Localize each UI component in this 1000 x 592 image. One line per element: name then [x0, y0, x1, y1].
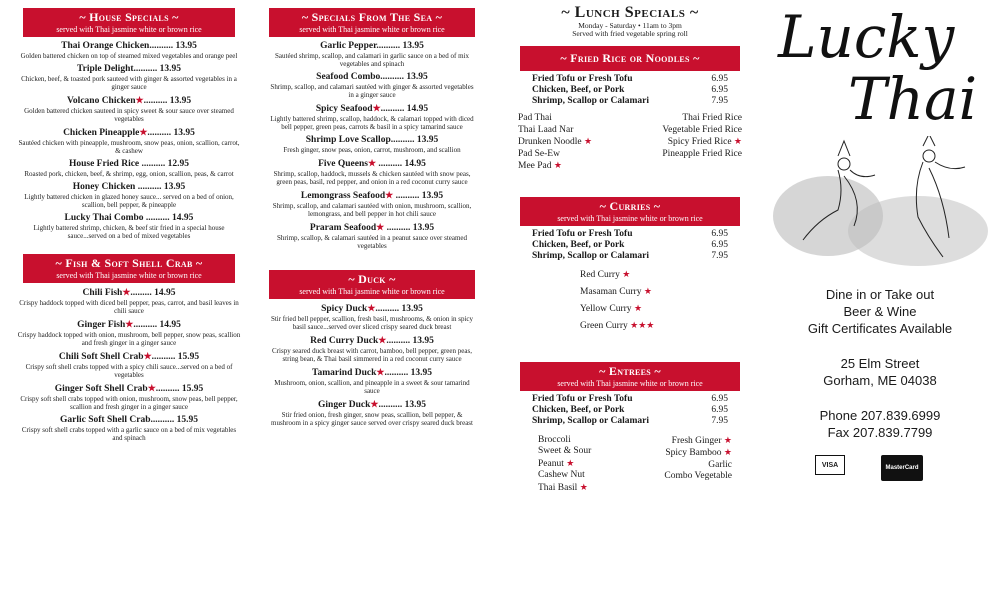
fried-dishes-left	[518, 113, 592, 173]
menu-item-title: Chili Soft Shell Crab	[58, 352, 144, 362]
menu-item-description: Crispy haddock topped with diced bell pepper, peas, carrot, and basil leaves in chili sauce	[19, 299, 239, 315]
menu-item	[262, 72, 482, 99]
entree-dishes-right	[664, 435, 732, 495]
menu-item-title: Lucky Thai Combo .......... 14.95	[64, 213, 194, 223]
curries-banner	[520, 197, 740, 226]
menu-item	[262, 41, 482, 68]
price-value: 6.95	[711, 404, 728, 415]
dish-option	[664, 447, 732, 460]
menu-item-title: Seafood Combo.......... 13.95	[316, 72, 428, 82]
dine-text: Dine in or Take out	[825, 287, 935, 302]
curry-name: Red Curry	[580, 269, 620, 280]
price-value: 6.95	[711, 74, 728, 84]
duck-list	[262, 303, 482, 427]
dish-option	[664, 471, 732, 483]
entrees-sub: served with Thai jasmine white or brown rice	[557, 378, 703, 388]
dish-option	[538, 470, 591, 482]
dish-option	[662, 125, 742, 137]
menu-item-title: Spicy Duck	[321, 304, 368, 314]
dish-name: Pad Thai	[518, 113, 552, 123]
menu-item-description: Lightly battered shrimp, chicken, & beef stir fried in a special house sauce...served on a bed of mixed vegetables	[33, 224, 225, 240]
logo-word-lucky: Lucky	[778, 3, 955, 71]
spicy-stars-icon: ★	[633, 302, 643, 313]
menu-item-title: Honey Chicken .......... 13.95	[72, 182, 186, 192]
menu-item-title: Red Curry Duck	[310, 336, 379, 346]
spicy-star-icon: ★	[125, 319, 134, 329]
price-row	[532, 85, 728, 96]
dish-name: Sweet & Sour	[538, 446, 592, 456]
dish-name: Thai Fried Rice	[682, 113, 742, 123]
menu-item-description: Shrimp, scallop, haddock, mussels & chicken sautéed with snow peas, green peas, basil, red pepper, and onion in a red coconut curry sauce	[273, 170, 471, 186]
price-row	[532, 405, 728, 416]
menu-item	[262, 367, 482, 395]
price-value: 7.95	[711, 415, 728, 426]
menu-item-name	[262, 335, 482, 347]
dish-option	[518, 136, 592, 149]
menu-item-price: ......... 14.95	[130, 288, 176, 298]
menu-item-title: Ginger Soft Shell Crab	[54, 384, 148, 394]
menu-item-name	[262, 41, 482, 52]
menu-item-name	[262, 158, 482, 170]
spicy-star-icon: ★	[553, 160, 562, 170]
price-value: 7.95	[711, 96, 728, 106]
menu-item-description: Crispy soft shell crabs topped with onion, mushroom, snow peas, bell pepper, scallion and fresh ginger in a ginger sauce	[20, 395, 238, 411]
menu-item-name	[10, 383, 248, 395]
menu-item-name	[262, 72, 482, 83]
dish-name: Peanut	[538, 458, 564, 469]
sea-sub: served with Thai jasmine white or brown rice	[299, 25, 445, 34]
menu-item-price: .......... 13.95	[147, 128, 195, 138]
menu-item-price: .......... 15.95	[155, 384, 204, 394]
sea-title: ~ Specials From The Sea ~	[301, 10, 443, 24]
menu-item-description: Crispy soft shell crabs topped with a garlic sauce on a bed of mix vegetables and spinach	[21, 426, 237, 442]
spicy-star-icon: ★	[733, 136, 742, 146]
dish-option	[664, 435, 732, 448]
menu-item-title: Garlic Soft Shell Crab.......... 15.95	[59, 415, 198, 425]
menu-item	[10, 127, 248, 155]
spicy-star-icon: ★	[372, 103, 381, 113]
dish-option	[518, 113, 592, 125]
menu-item-description: Shrimp, scallop, and calamari sautéed with ginger & assorted vegetables in a ginger sauce	[270, 83, 474, 99]
curry-list	[580, 266, 750, 334]
menu-item-price: .......... 14.95	[380, 104, 429, 114]
price-label: Fried Tofu or Fresh Tofu	[532, 74, 633, 84]
gift-text: Gift Certificates Available	[807, 321, 953, 336]
menu-item-price: .......... 13.95	[375, 304, 423, 314]
payment-cards	[815, 455, 1000, 481]
spicy-star-icon: ★	[367, 158, 377, 168]
spicy-star-icon: ★	[143, 351, 152, 361]
dish-name: Thai Laad Nar	[518, 124, 574, 135]
menu-item-description: Golden battered chicken sauteed in spicy sweet & sour sauce over steamed vegetables	[24, 107, 234, 123]
menu-item-name	[10, 127, 248, 139]
menu-item-name	[10, 351, 248, 363]
curry-name: Masaman Curry	[580, 286, 642, 297]
dish-name: Broccoli	[538, 434, 571, 445]
spicy-star-icon: ★	[385, 190, 394, 200]
dish-name: Thai Basil	[538, 482, 578, 493]
menu-item-title: Lemongrass Seafood	[300, 191, 386, 201]
sea-list	[262, 41, 482, 250]
dish-name: Pineapple Fried Rice	[662, 148, 742, 159]
beer-text: Beer & Wine	[843, 304, 917, 319]
price-row	[532, 251, 728, 262]
menu-item	[262, 103, 482, 131]
spicy-stars-icon: ★	[643, 285, 652, 296]
menu-item-description: Sautéed shrimp, scallop, and calamari in garlic sauce on a bed of mix vegetables and spinach	[275, 52, 469, 68]
spicy-star-icon: ★	[122, 287, 131, 297]
dish-option	[538, 482, 591, 495]
spicy-star-icon: ★	[723, 434, 732, 445]
menu-item-title: Tamarind Duck	[312, 368, 377, 378]
mastercard-logo: MasterCard	[881, 455, 923, 481]
dish-option	[538, 458, 591, 471]
menu-item-title: Five Queens	[318, 159, 368, 169]
menu-item-title: House Fried Rice .......... 12.95	[68, 159, 190, 169]
menu-item-name	[262, 367, 482, 379]
dish-option	[662, 149, 742, 161]
curry-option	[580, 300, 750, 317]
house-specials-sub: served with Thai jasmine white or brown rice	[56, 25, 202, 34]
curry-option	[580, 317, 750, 334]
menu-item-price: .......... 13.95	[384, 368, 432, 378]
entree-dishes-left	[538, 435, 591, 495]
brand-column	[760, 0, 1000, 481]
menu-item	[10, 415, 248, 442]
menu-item-description: Mushroom, onion, scallion, and pineapple in a sweet & sour tamarind sauce	[274, 379, 470, 395]
menu-item-description: Stir fried onion, fresh ginger, snow peas, scallion, bell pepper, & mushroom in a spicy ginger sauce served over crispy seared duck breast	[271, 411, 473, 427]
duck-title: ~ Duck ~	[348, 272, 396, 286]
spicy-star-icon: ★	[566, 457, 575, 468]
menu-item-description: Sautéed chicken with pineapple, mushroom, snow peas, onion, scallion, carrot, & cashew	[18, 139, 240, 155]
fax-text: Fax 207.839.7799	[827, 425, 933, 440]
dish-name: Vegetable Fried Rice	[662, 124, 742, 135]
menu-item	[10, 64, 248, 91]
dish-name: Mee Pad	[518, 161, 552, 171]
menu-item-name	[262, 135, 482, 146]
price-label: Fried Tofu or Fresh Tofu	[532, 228, 633, 239]
spicy-star-icon: ★	[370, 399, 379, 409]
menu-item	[10, 383, 248, 411]
fish-title: ~ Fish & Soft Shell Crab ~	[55, 256, 203, 270]
price-row	[532, 416, 728, 427]
menu-item-price: .......... 13.95	[393, 191, 444, 201]
dish-name: Drunken Noodle	[518, 137, 582, 147]
spicy-star-icon: ★	[579, 481, 588, 492]
price-label: Fried Tofu or Fresh Tofu	[532, 393, 633, 404]
house-specials-title: ~ House Specials ~	[79, 10, 179, 24]
menu-item-name	[10, 95, 248, 107]
house-specials-banner	[23, 8, 235, 37]
price-value: 6.95	[711, 228, 728, 239]
spicy-star-icon: ★	[139, 127, 148, 137]
menu-item-description: Stir fried bell pepper, scallion, fresh basil, mushrooms, & onion in spicy basil sauce...served over sliced crispy seared duck breast	[270, 315, 474, 331]
dish-option	[664, 460, 732, 472]
curry-name: Green Curry	[580, 320, 628, 331]
curries-title: ~ Curries ~	[599, 198, 661, 213]
menu-item-description: Fresh ginger, snow peas, onion, carrot, mushroom, and scallion	[283, 146, 461, 154]
entrees-banner	[520, 362, 740, 391]
menu-item	[10, 41, 248, 60]
menu-item-name	[10, 159, 248, 170]
menu-item-description: Crispy seared duck breast with carrot, bamboo, bell pepper, green peas, string bean, & Thai basil simmered in a red coconut curry sauce	[272, 347, 472, 363]
menu-item-description: Lightly battered shrimp, scallop, haddock, & calamari topped with diced bell pepper, green peas, carrots & basil in a spicy tamarind sauce	[270, 115, 474, 131]
menu-item-name	[10, 415, 248, 426]
price-label: Chicken, Beef, or Pork	[532, 85, 625, 95]
dish-name: Pad Se-Ew	[518, 148, 560, 159]
menu-item-name	[10, 319, 248, 331]
logo-word-thai: Thai	[848, 65, 978, 133]
menu-item-name	[262, 222, 482, 234]
menu-item-price: .......... 15.95	[151, 352, 200, 362]
fish-banner	[23, 254, 235, 283]
house-specials-list	[10, 41, 248, 240]
menu-item-title: Garlic Pepper.......... 13.95	[320, 41, 424, 51]
entree-dishes	[510, 435, 750, 495]
menu-item-price: .......... 13.95	[386, 336, 434, 346]
menu-item-title: Ginger Fish	[77, 320, 126, 330]
dish-option	[518, 125, 592, 137]
price-value: 6.95	[711, 393, 728, 404]
curry-option	[580, 283, 750, 300]
dish-name: Spicy Fried Rice	[667, 137, 732, 147]
menu-item-name	[10, 41, 248, 52]
fish-sub: served with Thai jasmine white or brown rice	[56, 271, 202, 280]
lunch-column	[510, 0, 750, 494]
lunch-roll: Served with fried vegetable spring roll	[572, 29, 688, 38]
menu-item	[10, 319, 248, 347]
menu-item-title: Chili Fish	[82, 288, 123, 298]
duck-banner	[269, 270, 475, 299]
dish-name: Fresh Ginger	[671, 435, 722, 446]
spicy-star-icon: ★	[376, 222, 385, 232]
menu-item-price: .......... 14.95	[376, 159, 426, 169]
sea-column	[262, 0, 482, 427]
house-specials-column	[10, 0, 248, 442]
menu-item-title: Ginger Duck	[318, 400, 371, 410]
menu-item-description: Shrimp, scallop, & calamari sautéed in a peanut sauce over steamed vegetables	[276, 234, 468, 250]
dish-option	[662, 136, 742, 149]
fried-banner	[520, 46, 740, 71]
price-label: Chicken, Beef, or Pork	[532, 239, 625, 250]
entrees-price-table	[532, 394, 728, 427]
menu-item-price: .......... 13.95	[378, 400, 426, 410]
spicy-stars-icon: ★	[622, 268, 631, 279]
phone-text: Phone 207.839.6999	[819, 408, 941, 423]
menu-item-price: .......... 14.95	[133, 320, 181, 330]
menu-item	[10, 159, 248, 178]
curry-option	[580, 266, 750, 283]
menu-item-description: Crispy soft shell crabs topped with a spicy chili sauce...served on a bed of vegetables	[25, 363, 233, 379]
menu-item-price: .......... 13.95	[384, 223, 435, 233]
price-row	[532, 229, 728, 240]
spicy-star-icon: ★	[723, 447, 732, 457]
info-block	[760, 286, 1000, 441]
spicy-star-icon: ★	[378, 335, 387, 345]
logo	[778, 3, 1000, 133]
price-value: 7.95	[711, 250, 728, 261]
fried-dishes-right	[662, 113, 742, 173]
spicy-stars-icon: ★★★	[630, 319, 655, 330]
menu-item-name	[10, 182, 248, 193]
curry-name: Yellow Curry	[580, 303, 632, 314]
menu-item-title: Chicken Pineapple	[63, 128, 140, 138]
price-value: 6.95	[711, 239, 728, 250]
menu-item-description: Crispy haddock topped with onion, mushroom, bell pepper, snow peas, scallion and fresh ginger in a ginger sauce	[17, 331, 241, 347]
dish-option	[662, 113, 742, 125]
menu-item	[262, 335, 482, 363]
menu-item-title: Shrimp Love Scallop.......... 13.95	[305, 135, 439, 145]
lunch-title: ~ Lunch Specials ~	[561, 4, 699, 21]
curries-sub: served with Thai jasmine white or brown rice	[557, 213, 703, 223]
price-row	[532, 240, 728, 251]
menu-item	[262, 190, 482, 218]
price-row	[532, 74, 728, 85]
dish-option	[538, 435, 591, 447]
price-label: Shrimp, Scallop or Calamari	[532, 96, 649, 106]
spicy-star-icon: ★	[367, 303, 376, 313]
menu-item	[10, 287, 248, 315]
menu-item-description: Chicken, beef, & toasted pork sauteed with ginger & assorted vegetables in a ginger sauce	[21, 75, 237, 91]
menu-item-description: Golden battered chicken on top of steamed mixed vegetables and orange peel	[20, 52, 238, 60]
menu-item-description: Lightly battered chicken in glazed honey sauce... served on a bed of onion, scallion, bell pepper, & pineapple	[24, 193, 234, 209]
dish-name: Spicy Bamboo	[665, 448, 722, 458]
menu-item-name	[262, 399, 482, 411]
entrees-title: ~ Entrees ~	[599, 363, 661, 378]
thai-dancers-illustration	[768, 136, 998, 276]
menu-item-description: Shrimp, scallop, and calamari sautéed with onion, mushroom, scallion, lemongrass, and bell pepper in hot chili sauce	[272, 202, 472, 218]
curries-price-table	[532, 229, 728, 262]
menu-item-title: Triple Delight.......... 13.95	[76, 64, 182, 74]
menu-item-name	[10, 213, 248, 224]
menu-item-price: .......... 13.95	[143, 96, 192, 106]
menu-item-title: Thai Orange Chicken.......... 13.95	[61, 41, 197, 51]
menu-item	[10, 182, 248, 209]
street-text: 25 Elm Street	[840, 356, 920, 371]
dish-option	[538, 446, 591, 458]
price-label: Chicken, Beef, or Pork	[532, 404, 625, 415]
menu-item-description: Roasted pork, chicken, beef, & shrimp, egg, onion, scallion, peas, & carrot	[24, 170, 234, 178]
fried-price-table	[532, 74, 728, 107]
dish-name: Garlic	[708, 459, 732, 470]
menu-item	[10, 351, 248, 379]
dish-name: Cashew Nut	[538, 470, 585, 480]
city-text: Gorham, ME 04038	[823, 373, 937, 388]
fish-list	[10, 287, 248, 442]
fried-dishes	[510, 113, 750, 173]
menu-item	[10, 213, 248, 240]
fried-title: ~ Fried Rice or Noodles ~	[560, 51, 700, 65]
menu-item	[10, 95, 248, 123]
menu-item	[262, 303, 482, 331]
menu-item	[262, 158, 482, 186]
menu-item-title: Volcano Chicken	[66, 96, 136, 106]
menu-item-name	[262, 103, 482, 115]
sea-banner	[269, 8, 475, 37]
price-row	[532, 394, 728, 405]
dish-name: Combo Vegetable	[664, 471, 732, 481]
menu-item	[262, 135, 482, 154]
menu-item-title: Spicy Seafood	[315, 104, 373, 114]
menu-item	[262, 222, 482, 250]
price-label: Shrimp, Scallop or Calamari	[532, 250, 649, 261]
menu-item-name	[10, 287, 248, 299]
spicy-star-icon: ★	[583, 136, 593, 146]
visa-logo: VISA	[815, 455, 845, 475]
menu-item-title: Praram Seafood	[309, 223, 377, 233]
spicy-star-icon: ★	[376, 367, 385, 377]
price-label: Shrimp, Scallop or Calamari	[532, 415, 649, 426]
dish-option	[518, 160, 592, 173]
price-value: 6.95	[711, 85, 728, 95]
menu-item	[262, 399, 482, 427]
menu-item-name	[262, 190, 482, 202]
lunch-hours: Monday - Saturday • 11am to 3pm	[578, 21, 682, 30]
spicy-star-icon: ★	[135, 95, 144, 105]
duck-sub: served with Thai jasmine white or brown rice	[299, 287, 445, 296]
spicy-star-icon: ★	[147, 383, 156, 393]
price-row	[532, 96, 728, 107]
dish-option	[518, 149, 592, 161]
menu-item-name	[262, 303, 482, 315]
menu-item-name	[10, 64, 248, 75]
